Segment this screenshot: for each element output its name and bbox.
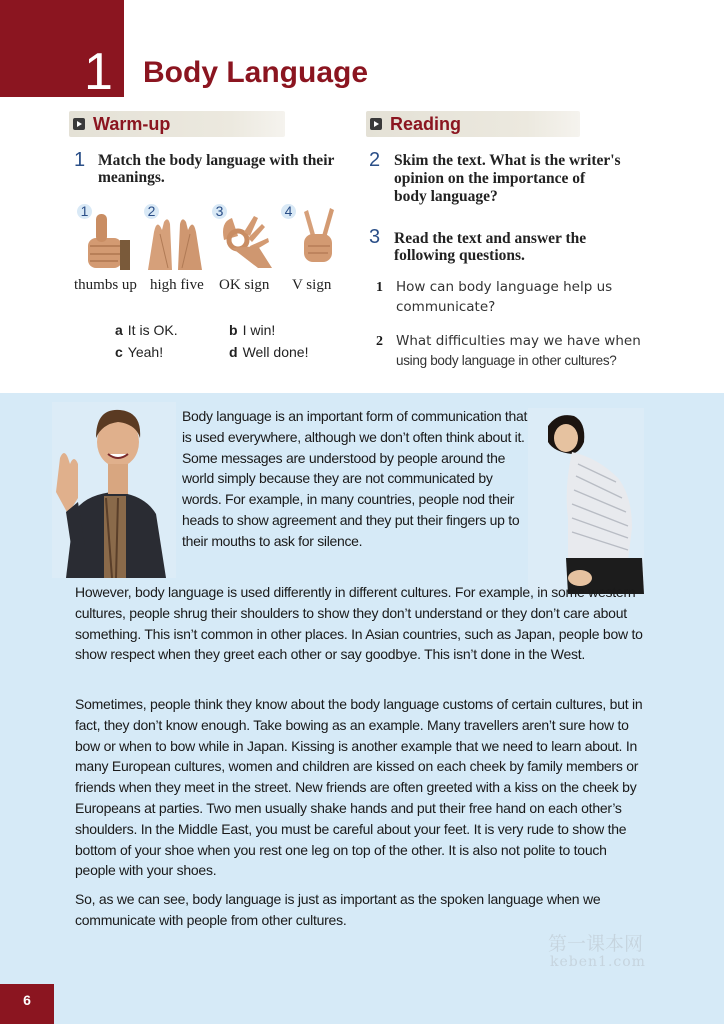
option-d-text: Well done! bbox=[242, 344, 309, 360]
warmup-heading bbox=[69, 111, 285, 137]
question-2-line-3: body language? bbox=[394, 188, 498, 205]
picture-label-v-sign: V sign bbox=[292, 277, 332, 293]
waving-man-photo bbox=[52, 402, 176, 578]
option-c-text: Yeah! bbox=[127, 344, 164, 360]
v-sign-image bbox=[298, 206, 338, 270]
picture-label-high-five: high five bbox=[150, 277, 204, 293]
subquestion-2-text bbox=[396, 331, 641, 371]
question-1-line-1: Match the body language with their bbox=[98, 152, 335, 169]
option-d-letter: d bbox=[229, 344, 238, 360]
subquestion-1-text bbox=[396, 277, 612, 317]
subquestion-1-number: 1 bbox=[376, 280, 383, 295]
question-2-text bbox=[394, 152, 621, 206]
page-number: 6 bbox=[23, 992, 31, 1008]
subquestion-1-line-1: How can body language help us bbox=[396, 279, 613, 295]
question-2-number: 2 bbox=[369, 149, 381, 171]
bowing-woman-photo bbox=[528, 408, 644, 594]
question-2-line-2: opinion on the importance of bbox=[394, 170, 586, 187]
passage-paragraph-3: Sometimes, people think they know about the body language customs of certain cultures, but in fact, they don’t know enough. Take bowing as an example. Many travellers aren’t sure how to bow or when to bow while in Japan. Kissing is another example that we need to learn about. In many European cultures, women and children are kissed on each cheek by family members or friends when they meet in the street. New friends are often greeted with a kiss on the cheek by Europeans at parties. Two men usually shake hands and put their free hand on each other’s shoulders. In the Middle East, you must be careful about your feet. It is very rude to show the bottom of your shoe when you rest one leg on top of the other. It is also not polite to touch people with your shoes. bbox=[75, 696, 643, 879]
question-2-line-1: Skim the text. What is the writer's bbox=[394, 152, 621, 169]
unit-number: 1 bbox=[84, 43, 113, 101]
option-a bbox=[115, 322, 178, 338]
passage-paragraph-2: However, body language is used differently in different cultures. For example, in some western cultures, people shrug their shoulders to show they don’t understand or they don’t care about something. This isn’t common in other places. In Asian countries, such as Japan, people bow to show respect when they greet each other or say goodbye. This isn’t done in the West. bbox=[75, 584, 643, 663]
question-3-line-2: following questions. bbox=[394, 247, 525, 264]
question-3-number: 3 bbox=[369, 226, 381, 248]
watermark-url: keben1.com bbox=[550, 954, 646, 970]
watermark-text: 第一课本网 bbox=[548, 933, 644, 955]
subquestion-2-number: 2 bbox=[376, 334, 383, 349]
warmup-heading-label: Warm-up bbox=[93, 114, 171, 134]
subquestion-1-line-2: communicate? bbox=[396, 299, 496, 315]
high-five-image bbox=[140, 212, 210, 272]
question-1-text bbox=[98, 152, 334, 186]
picture-label-ok-sign: OK sign bbox=[219, 277, 270, 293]
question-1-number: 1 bbox=[74, 149, 86, 171]
question-1-line-2: meanings. bbox=[98, 169, 165, 186]
play-icon bbox=[370, 118, 382, 130]
reading-heading bbox=[366, 111, 580, 137]
question-3-text bbox=[394, 230, 586, 264]
question-3-line-1: Read the text and answer the bbox=[394, 230, 587, 247]
passage-paragraph-4: So, as we can see, body language is just as important as the spoken language when we communicate with people from other cultures. bbox=[75, 891, 601, 928]
picture-number-1: 1 bbox=[77, 204, 92, 219]
option-b-letter: b bbox=[229, 322, 238, 338]
thumbs-up-image bbox=[80, 210, 132, 272]
subquestion-2-line-2: using body language in other cultures? bbox=[396, 353, 617, 368]
picture-number-2: 2 bbox=[144, 204, 159, 219]
reading-heading-label: Reading bbox=[390, 114, 462, 134]
option-a-text: It is OK. bbox=[127, 322, 178, 338]
option-d bbox=[229, 344, 308, 360]
picture-label-thumbs-up: thumbs up bbox=[74, 277, 137, 293]
passage-paragraph-1: Body language is an important form of communication that is used everywhere, although we don’t often think about it. Some messages are understood by people around the world simply because they are not communicated by words. For example, in many countries, people nod their heads to show agreement and they put their fingers up to their mouths to ask for silence. bbox=[182, 408, 528, 549]
option-a-letter: a bbox=[115, 322, 123, 338]
option-b-text: I win! bbox=[242, 322, 276, 338]
option-b bbox=[229, 322, 275, 338]
option-c-letter: c bbox=[115, 344, 123, 360]
ok-sign-image bbox=[218, 210, 274, 272]
play-icon bbox=[73, 118, 85, 130]
picture-number-4: 4 bbox=[281, 204, 296, 219]
unit-title: Body Language bbox=[143, 56, 369, 89]
picture-number-3: 3 bbox=[212, 204, 227, 219]
subquestion-2-line-1: What difficulties may we have when bbox=[396, 333, 641, 349]
option-c bbox=[115, 344, 163, 360]
